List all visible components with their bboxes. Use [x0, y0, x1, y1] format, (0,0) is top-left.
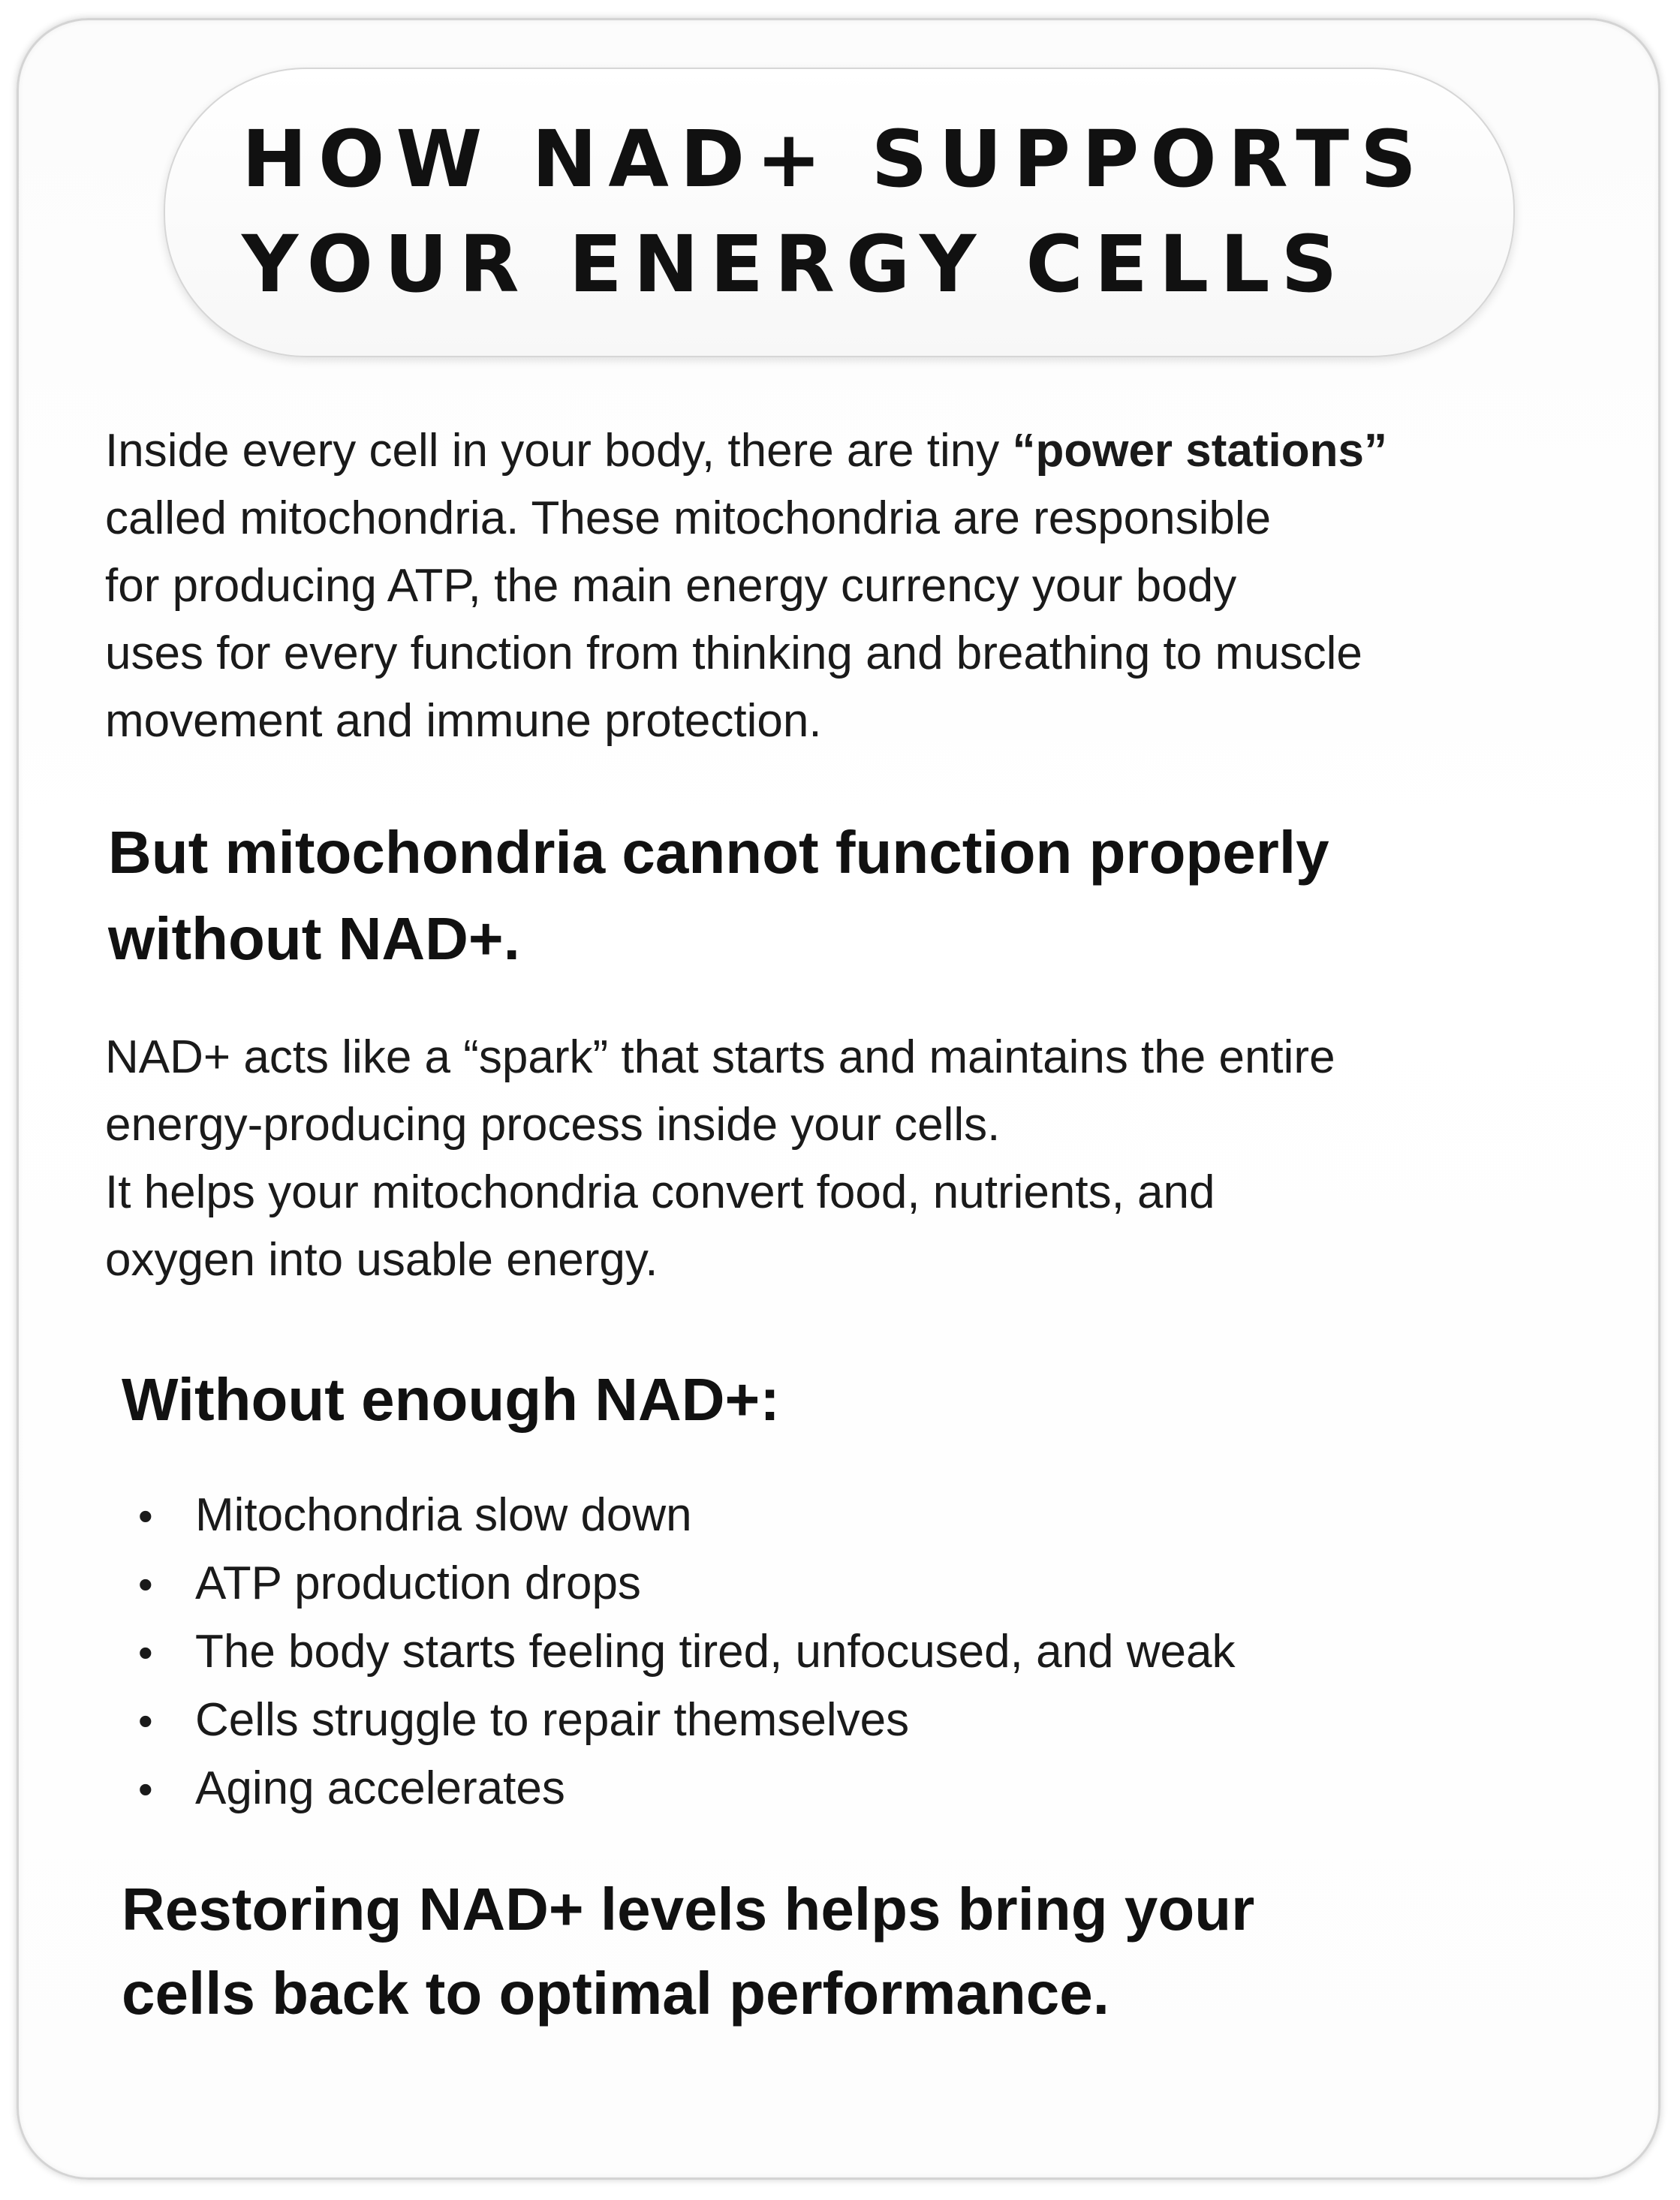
- spark-line-4: oxygen into usable energy.: [105, 1234, 658, 1286]
- spark-line-3: It helps your mitochondria convert food, nutrients, and: [105, 1166, 1215, 1218]
- intro-line-1: [105, 417, 1387, 485]
- title-line-2: YOUR ENERGY CELLS: [242, 218, 1349, 310]
- mitochondria-heading: [108, 809, 1329, 982]
- list-item: [138, 1755, 1236, 1823]
- page-title: [242, 107, 1428, 317]
- intro-line-4: uses for every function from thinking and breathing to muscle: [105, 627, 1362, 679]
- without-nad-heading: Without enough NAD+:: [122, 1366, 780, 1433]
- closing-statement: [122, 1867, 1254, 2036]
- bullet-marker: •: [138, 1697, 153, 1744]
- intro-paragraph: [105, 417, 1387, 755]
- list-item-text: ATP production drops: [195, 1557, 641, 1609]
- title-line-1: HOW NAD+ SUPPORTS: [242, 113, 1429, 205]
- intro-line-3: for producing ATP, the main energy currency your body: [105, 560, 1237, 612]
- closing-line-1: Restoring NAD+ levels helps bring your: [122, 1876, 1255, 1943]
- spark-paragraph: [105, 1024, 1335, 1294]
- intro-line-2: called mitochondria. These mitochondria are responsible: [105, 492, 1272, 544]
- list-item: [138, 1482, 1236, 1550]
- mitochondria-heading-line-1: But mitochondria cannot function properly: [108, 819, 1329, 886]
- bullet-marker: •: [138, 1765, 153, 1813]
- effects-list: [138, 1482, 1236, 1823]
- intro-line-1-text: Inside every cell in your body, there are tiny: [105, 425, 1013, 477]
- spark-line-1: NAD+ acts like a “spark” that starts and maintains the entire: [105, 1031, 1335, 1083]
- spark-line-2: energy-producing process inside your cells.: [105, 1099, 1001, 1151]
- mitochondria-heading-line-2: without NAD+.: [108, 905, 520, 972]
- list-item-text: Aging accelerates: [195, 1762, 565, 1814]
- list-item: [138, 1687, 1236, 1755]
- bullet-marker: •: [138, 1560, 153, 1608]
- closing-line-2: cells back to optimal performance.: [122, 1960, 1109, 2027]
- list-item-text: Cells struggle to repair themselves: [195, 1694, 910, 1746]
- list-item-text: The body starts feeling tired, unfocused, and weak: [195, 1626, 1236, 1678]
- list-item: [138, 1550, 1236, 1618]
- list-item: [138, 1618, 1236, 1687]
- bullet-marker: •: [138, 1492, 153, 1539]
- power-stations-emphasis: “power stations”: [1012, 425, 1387, 477]
- bullet-marker: •: [138, 1629, 153, 1676]
- list-item-text: Mitochondria slow down: [195, 1489, 692, 1541]
- intro-line-5: movement and immune protection.: [105, 695, 822, 747]
